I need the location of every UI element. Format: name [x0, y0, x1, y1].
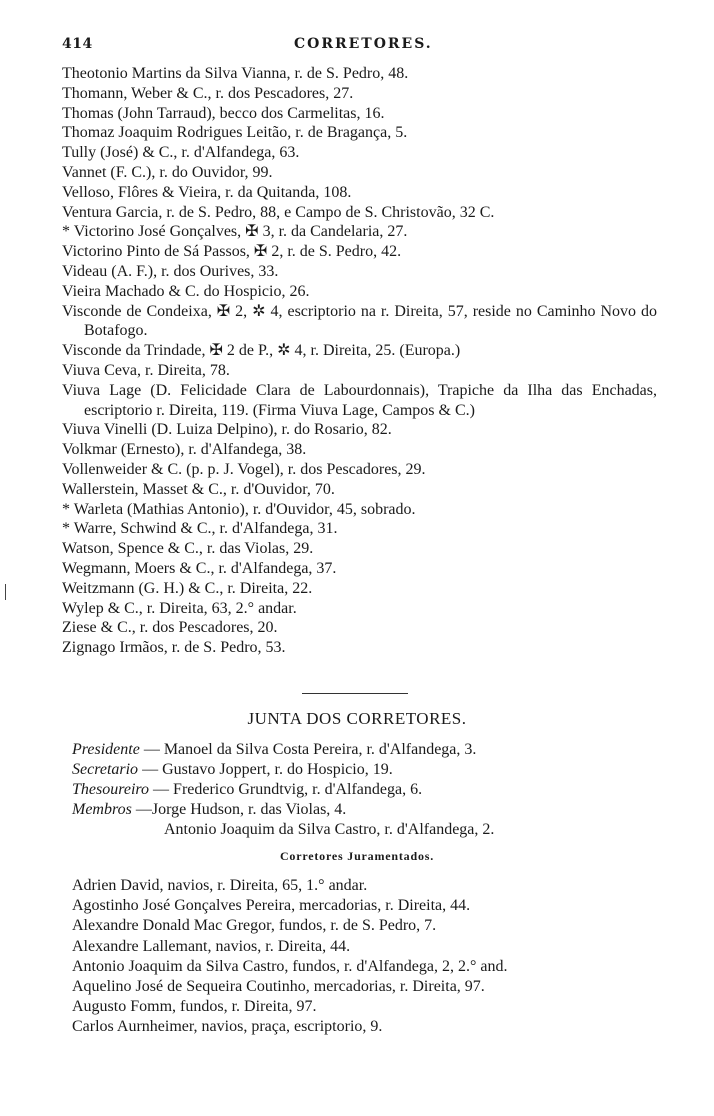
junta-member-row — [72, 800, 632, 820]
margin-mark — [5, 584, 6, 600]
member-role: Thesoureiro — [72, 781, 150, 798]
junta-members — [72, 740, 632, 840]
list-item: Alexandre Donald Mac Gregor, fundos, r. de S. Pedro, 7. — [72, 917, 437, 935]
list-item: Ziese & C., r. dos Pescadores, 20. — [62, 619, 278, 637]
page-header — [62, 36, 654, 60]
broker-directory-list — [62, 64, 657, 658]
list-item: Visconde da Trindade, ✠ 2 de P., ✲ 4, r. Direita, 25. (Europa.) — [62, 342, 461, 360]
list-item: Weitzmann (G. H.) & C., r. Direita, 22. — [62, 579, 313, 597]
list-item: Tully (José) & C., r. d'Alfandega, 63. — [62, 144, 300, 162]
list-item: Watson, Spence & C., r. das Violas, 29. — [62, 540, 314, 558]
list-item: Volkmar (Ernesto), r. d'Alfandega, 38. — [62, 441, 307, 459]
junta-member-row — [72, 820, 632, 840]
list-item: Wallerstein, Masset & C., r. d'Ouvidor, 70. — [62, 480, 335, 498]
sworn-brokers-title: Corretores Juramentados. — [279, 849, 435, 863]
list-item: Adrien David, navios, r. Direita, 65, 1.° andar. — [72, 877, 368, 894]
list-item: Victorino Pinto de Sá Passos, ✠ 2, r. de S. Pedro, 42. — [62, 243, 402, 261]
member-details: Antonio Joaquim da Silva Castro, r. d'Alfandega, 2. — [164, 821, 495, 838]
list-item: Thomas (John Tarraud), becco dos Carmelitas, 16. — [62, 104, 385, 122]
sworn-brokers-list — [72, 876, 652, 1038]
list-item: Velloso, Flôres & Vieira, r. da Quitanda, 108. — [62, 183, 352, 201]
junta-member-row — [72, 740, 632, 760]
junta-title: JUNTA DOS CORRETORES. — [247, 709, 467, 728]
junta-member-row — [72, 780, 632, 800]
list-item: Antonio Joaquim da Silva Castro, fundos, r. d'Alfandega, 2, 2.° and. — [72, 957, 508, 975]
list-item: * Victorino José Gonçalves, ✠ 3, r. da Candelaria, 27. — [62, 223, 408, 241]
list-item: Theotonio Martins da Silva Vianna, r. de S. Pedro, 48. — [62, 65, 409, 82]
member-role: Secretario — [72, 761, 139, 778]
list-item: Visconde de Condeixa, ✠ 2, ✲ 4, escriptorio na r. Direita, 57, reside no Caminho Novo do Botafogo. — [62, 302, 657, 340]
list-item: Zignago Irmãos, r. de S. Pedro, 53. — [62, 639, 286, 657]
member-details: — Frederico Grundtvig, r. d'Alfandega, 6. — [149, 781, 423, 798]
list-item: Aquelino José de Sequeira Coutinho, mercadorias, r. Direita, 97. — [72, 978, 485, 996]
list-item: Thomaz Joaquim Rodrigues Leitão, r. de Bragança, 5. — [62, 124, 408, 142]
junta-member-row — [72, 760, 632, 780]
list-item: Vannet (F. C.), r. do Ouvidor, 99. — [62, 163, 273, 181]
member-details: — Gustavo Joppert, r. do Hospicio, 19. — [138, 761, 393, 778]
member-role: Presidente — [72, 741, 140, 758]
list-item: Carlos Aurnheimer, navios, praça, escriptorio, 9. — [72, 1018, 383, 1036]
list-item: Wylep & C., r. Direita, 63, 2.° andar. — [62, 599, 297, 617]
member-role: Membros — [72, 801, 132, 818]
list-item: Viuva Lage (D. Felicidade Clara de Labourdonnais), Trapiche da Ilha das Enchadas, escriptorio r. Direita, 119. (Firma Viuva Lage, Campos & C.) — [62, 381, 657, 419]
list-item: * Warre, Schwind & C., r. d'Alfandega, 31. — [62, 520, 338, 538]
running-title: CORRETORES. — [294, 36, 433, 52]
list-item: Videau (A. F.), r. dos Ourives, 33. — [62, 262, 279, 280]
list-item: Vieira Machado & C. do Hospicio, 26. — [62, 282, 310, 300]
list-item: Alexandre Lallemant, navios, r. Direita, 44. — [72, 937, 351, 955]
list-item: Ventura Garcia, r. de S. Pedro, 88, e Campo de S. Christovão, 32 C. — [62, 203, 495, 221]
list-item: Viuva Ceva, r. Direita, 78. — [62, 361, 230, 379]
list-item: Thomann, Weber & C., r. dos Pescadores, 27. — [62, 84, 354, 102]
section-divider — [302, 693, 408, 694]
page-number: 414 — [62, 36, 93, 52]
list-item: Augusto Fomm, fundos, r. Direita, 97. — [72, 998, 317, 1016]
list-item: * Warleta (Mathias Antonio), r. d'Ouvidor, 45, sobrado. — [62, 500, 416, 518]
list-item: Agostinho José Gonçalves Pereira, mercadorias, r. Direita, 44. — [72, 897, 471, 915]
list-item: Vollenweider & C. (p. p. J. Vogel), r. dos Pescadores, 29. — [62, 460, 426, 478]
member-details: —Jorge Hudson, r. das Violas, 4. — [131, 801, 347, 818]
list-item: Wegmann, Moers & C., r. d'Alfandega, 37. — [62, 559, 337, 577]
list-item: Viuva Vinelli (D. Luiza Delpino), r. do Rosario, 82. — [62, 421, 392, 439]
member-details: — Manoel da Silva Costa Pereira, r. d'Alfandega, 3. — [139, 741, 477, 758]
